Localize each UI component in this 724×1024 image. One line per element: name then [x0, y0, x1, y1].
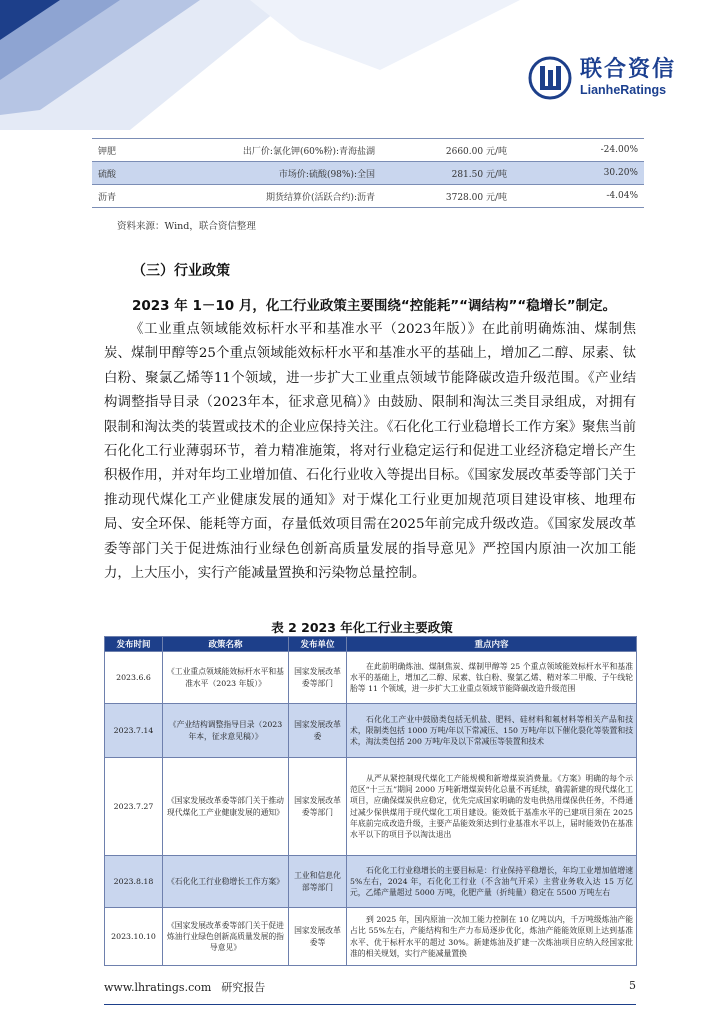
- cell-price: 2660.00 元/吨: [381, 139, 513, 162]
- table-row: [105, 652, 637, 704]
- header-unit: 发布单位: [289, 637, 347, 652]
- footer-website-link[interactable]: www.lhratings.com: [104, 981, 212, 994]
- cell-unit: 工业和信息化部等部门: [289, 856, 347, 908]
- cell-policy-name: 《产业结构调整指导目录（2023 年本，征求意见稿）》: [163, 704, 289, 758]
- section-paragraph: 《工业重点领域能效标杆水平和基准水平（2023年版）》在此前明确炼油、煤制焦炭、煤制甲醇等25个重点领域能效标杆水平和基准水平的基础上，增加乙二醇、尿素、钛白粉、聚氯乙烯等11个领域，进一步扩大工业重点领域节能降碳改造升级范围。《产业结构调整指导目录（2023年本，征求意见稿）》由鼓励、限制和淘汰三类目录组成，对拥有限制和淘汰类的装置或技术的企业应保持关注。《石化化工行业稳增长工作方案》聚焦当前石化化工行业薄弱环节，着力精准施策，将对行业稳定运行和促进工业经济稳定增长产生积极作用，并对年均工业增加值、石化行业收入等提出目标。《国家发展改革委等部门关于推动现代煤化工产业健康发展的通知》对于煤化工行业更加规范项目建设审核、地理布局、安全环保、能耗等方面，存量低效项目需在2025年前完成升级改造。《国家发展改革委等部门关于促进炼油行业绿色创新高质量发展的指导意见》严控国内原油一次加工能力，上大压小，实行产能减量置换和污染物总量控制。: [104, 322, 636, 582]
- footer-doc-type: 研究报告: [221, 981, 266, 994]
- section-lead-sentence: 2023 年 1－10 月，化工行业政策主要围绕“控能耗”“调结构”“稳增长”制定。: [132, 298, 617, 314]
- cell-change: -4.04%: [513, 185, 644, 208]
- cell-change: 30.20%: [513, 162, 644, 185]
- cell-content: 在此前明确炼油、煤制焦炭、煤制甲醇等 25 个重点领域能效标杆水平和基准水平的基础上，增加乙二醇、尿素、钛白粉、聚氯乙烯、精对苯二甲酸、子午线轮胎等 11 个领域，进一步扩大工业重点领域节能降碳改造升级范围: [347, 652, 637, 704]
- table-row: [105, 704, 637, 758]
- cell-product: 硫酸: [92, 162, 159, 185]
- cell-product: 钾肥: [92, 139, 159, 162]
- lianhe-logo-icon: [528, 56, 572, 100]
- table-row: [105, 856, 637, 908]
- header-name: 政策名称: [163, 637, 289, 652]
- cell-date: 2023.7.14: [105, 704, 163, 758]
- policy-table-title: 表 2 2023 年化工行业主要政策: [271, 620, 453, 635]
- header-content: 重点内容: [347, 637, 637, 652]
- footer-left: [104, 979, 265, 995]
- cell-change: -24.00%: [513, 139, 644, 162]
- logo-chinese-name: 联合资信: [579, 57, 676, 82]
- table-row: [105, 908, 637, 966]
- company-logo: [528, 56, 676, 100]
- section-heading: （三）行业政策: [132, 263, 230, 279]
- cell-policy-name: 《国家发展改革委等部门关于促进炼油行业绿色创新高质量发展的指导意见》: [163, 908, 289, 966]
- cell-unit: 国家发展改革委: [289, 704, 347, 758]
- cell-policy-name: 《石化化工行业稳增长工作方案》: [163, 856, 289, 908]
- cell-content: 石化化工产业中鼓励类包括无机盐、肥料、硅材料和氟材料等相关产品和技术，限制类包括 1000 万吨/年以下常减压、150 万吨/年以下催化裂化等装置和技术，淘汰类包括 200 万吨/年及以下常减压等装置和技术: [347, 704, 637, 758]
- header-date: 发布时间: [105, 637, 163, 652]
- cell-unit: 国家发展改革委等部门: [289, 758, 347, 856]
- cell-content: 到 2025 年，国内原油一次加工能力控制在 10 亿吨以内，千万吨级炼油产能占比 55%左右，产能结构和生产力布局逐步优化，炼油产能能效原则上达到基准水平、优于标杆水平的超过 30%。新建炼油及扩建一次炼油项目应纳入经国家批准的相关规划，实行产能减量置换: [347, 908, 637, 966]
- cell-date: 2023.10.10: [105, 908, 163, 966]
- cell-content: 从严从紧控制现代煤化工产能规模和新增煤炭消费量。《方案》明确的每个示范区“十三五”期间 2000 万吨新增煤炭转化总量不再延续，确需新建的现代煤化工项目，应确保煤炭供应稳定，优先完成国家明确的发电供热用煤保供任务，不得通过减少保供煤用于现代煤化工项目建设。能效低于基准水平的已建项目须在 2025 年底前完成改造升级，主要产品能效须达到行业基准水平以上，届时能效仍在基准水平以下的项目予以淘汰退出: [347, 758, 637, 856]
- price-table: [92, 138, 644, 208]
- cell-content: 石化化工行业稳增长的主要目标是：行业保持平稳增长，年均工业增加值增速 5%左右，2024 年，石化化工行业（不含油气开采）主营业务收入达 15 万亿元，乙烯产量超过 5000 万吨，化肥产量（折纯量）稳定在 5500 万吨左右: [347, 856, 637, 908]
- cell-spec: 期货结算价(活跃合约):沥青: [159, 185, 381, 208]
- policy-table-header: [105, 637, 637, 652]
- cell-unit: 国家发展改革委等部门: [289, 652, 347, 704]
- table-row: [92, 185, 644, 208]
- cell-price: 281.50 元/吨: [381, 162, 513, 185]
- table-row: [92, 162, 644, 185]
- footer-divider: [104, 1004, 636, 1005]
- cell-date: 2023.6.6: [105, 652, 163, 704]
- table-row: [92, 139, 644, 162]
- cell-product: 沥青: [92, 185, 159, 208]
- cell-spec: 出厂价:氯化钾(60%粉):青海盐湖: [159, 139, 381, 162]
- cell-spec: 市场价:硫酸(98%):全国: [159, 162, 381, 185]
- cell-date: 2023.8.18: [105, 856, 163, 908]
- cell-policy-name: 《国家发展改革委等部门关于推动现代煤化工产业健康发展的通知》: [163, 758, 289, 856]
- cell-unit: 国家发展改革委等: [289, 908, 347, 966]
- logo-english-name: LianheRatings: [579, 83, 667, 97]
- policy-table: [104, 636, 637, 966]
- table-source-note: 资料来源：Wind，联合资信整理: [117, 221, 256, 232]
- cell-price: 3728.00 元/吨: [381, 185, 513, 208]
- cell-policy-name: 《工业重点领域能效标杆水平和基准水平（2023 年版）》: [163, 652, 289, 704]
- cell-date: 2023.7.27: [105, 758, 163, 856]
- table-row: [105, 758, 637, 856]
- page-number: 5: [629, 979, 636, 992]
